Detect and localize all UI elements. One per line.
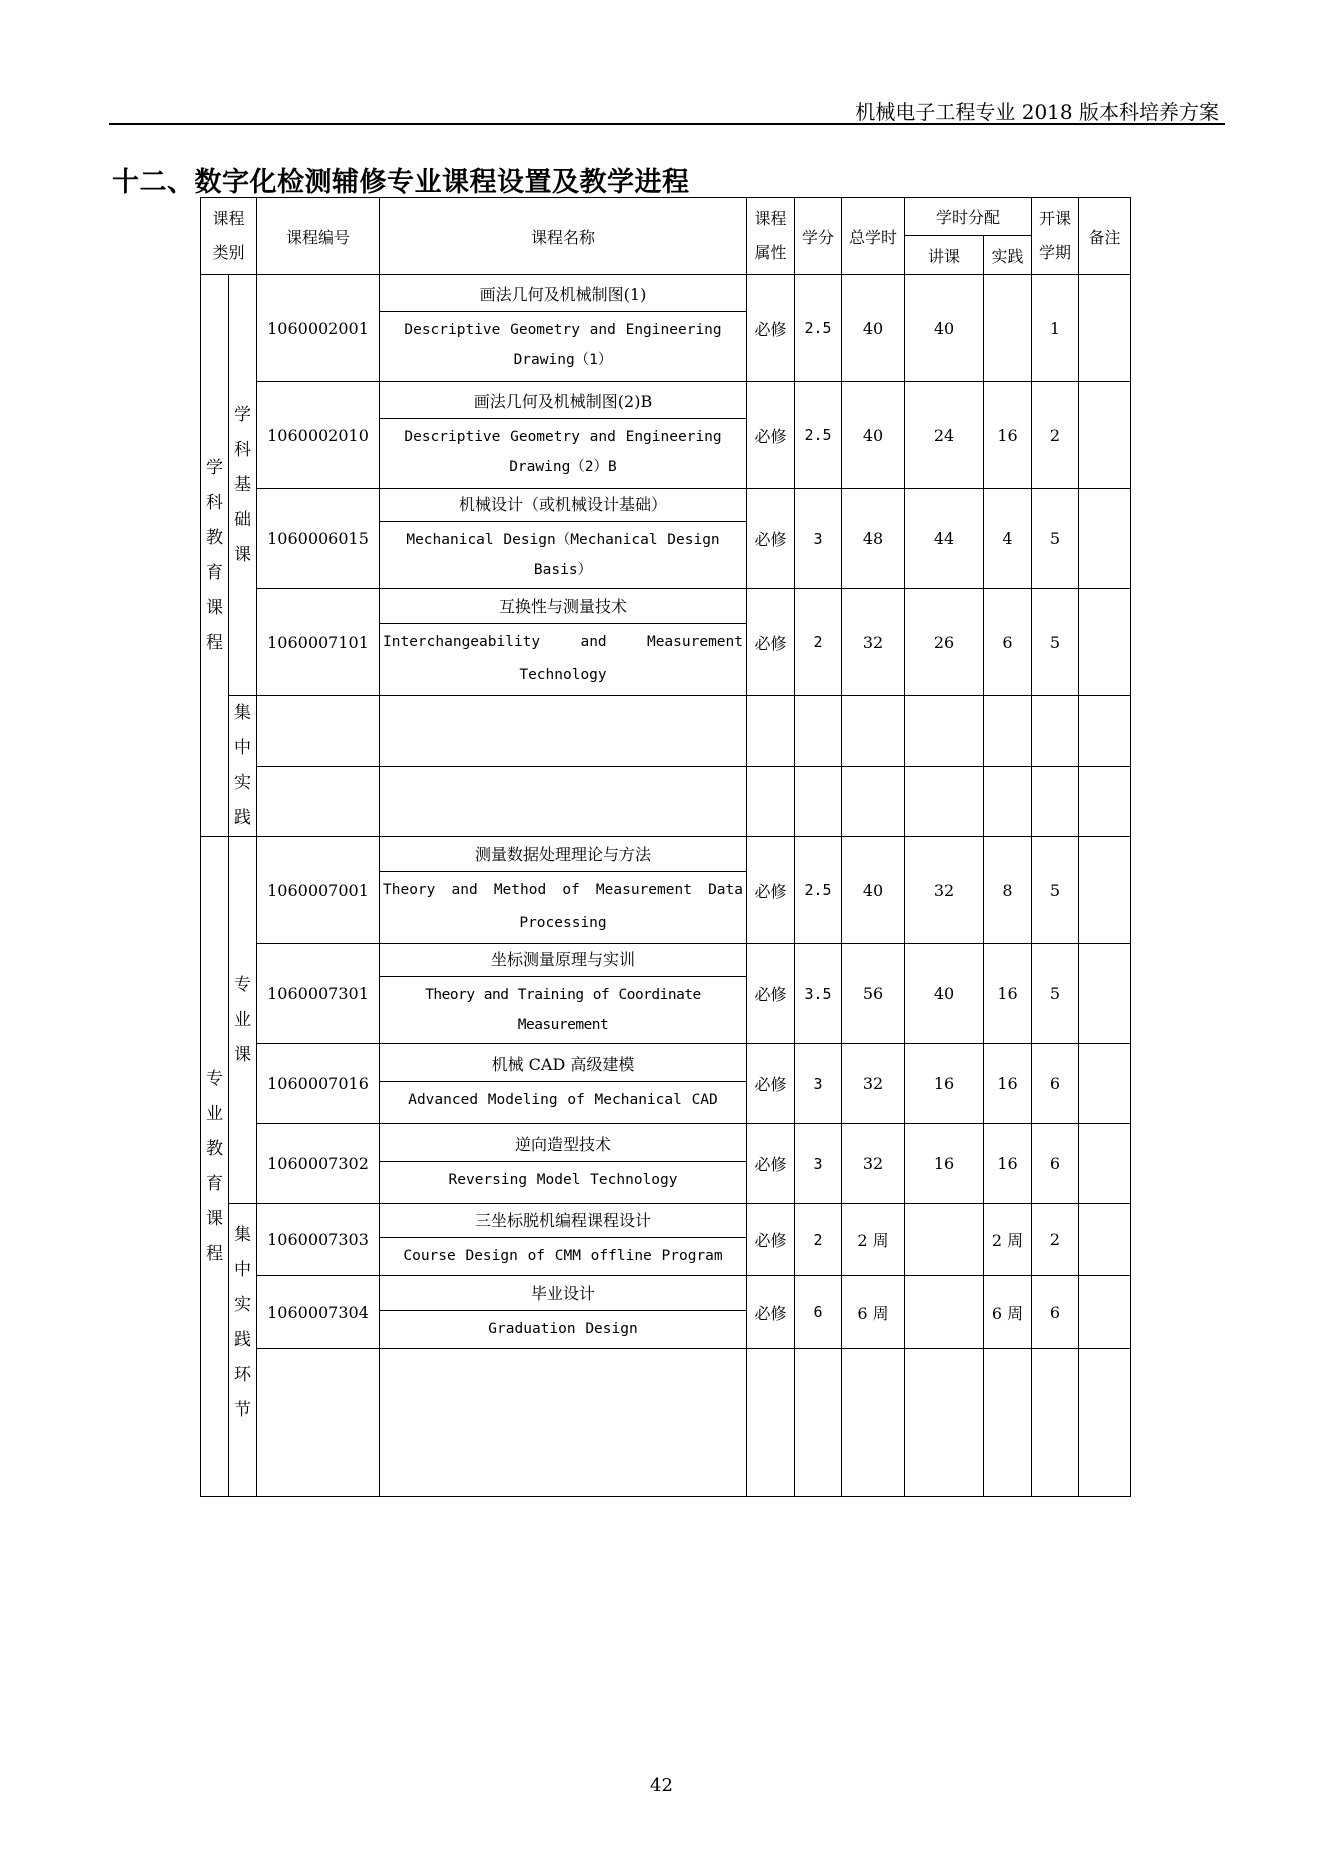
course-semester: 2 [1032,382,1079,489]
course-lecture [905,1204,984,1276]
course-code: 1060007302 [257,1124,380,1204]
header-code: 课程编号 [257,198,380,275]
course-total: 32 [842,1124,905,1204]
course-code: 1060002001 [257,275,380,382]
course-lecture: 16 [905,1044,984,1124]
course-semester: 6 [1032,1044,1079,1124]
header-practice: 实践 [984,236,1032,275]
course-practice: 16 [984,944,1032,1044]
course-total: 2 周 [842,1204,905,1276]
table-row [201,837,1131,944]
course-code: 1060007101 [257,589,380,696]
course-attr: 必修 [747,837,795,944]
course-remarks [1079,1276,1131,1349]
course-total: 32 [842,1044,905,1124]
page-number: 42 [650,1775,673,1796]
course-name [380,1276,747,1349]
course-name-en-cont: Processing [519,915,607,931]
course-name-en: Course Design of CMM offline Program [403,1248,723,1264]
course-name-en: Interchangeability and Measurement [383,634,743,650]
course-lecture: 40 [905,944,984,1044]
course-name-cn: 毕业设计 [380,1278,746,1311]
course-name-en: Reversing Model Technology [448,1172,678,1188]
course-name-en: Theory and Training of Coordinate Measurement [425,987,701,1033]
course-practice: 6 周 [984,1276,1032,1349]
running-header: 机械电子工程专业 2018 版本科培养方案 [855,100,1219,124]
header-semester: 开课 学期 [1032,198,1079,275]
course-practice: 4 [984,489,1032,589]
course-name-en: Advanced Modeling of Mechanical CAD [408,1092,718,1108]
course-attr: 必修 [747,382,795,489]
course-attr: 必修 [747,275,795,382]
course-remarks [1079,489,1131,589]
course-total: 6 周 [842,1276,905,1349]
table-row [201,489,1131,589]
course-semester: 6 [1032,1276,1079,1349]
table-row [201,589,1131,696]
table-header-row [201,198,1131,236]
table-row [201,382,1131,489]
course-total: 32 [842,589,905,696]
course-name-en: Graduation Design [488,1320,638,1337]
course-lecture: 26 [905,589,984,696]
course-semester: 5 [1032,837,1079,944]
course-name-en-cont: Technology [519,667,607,683]
course-remarks [1079,1044,1131,1124]
course-plan-table [200,197,1131,1497]
header-remarks: 备注 [1079,198,1131,275]
header-category: 课程 类别 [201,198,257,275]
course-remarks [1079,1124,1131,1204]
course-semester: 6 [1032,1124,1079,1204]
section-title: 十二、数字化检测辅修专业课程设置及教学进程 [112,167,690,198]
course-practice [984,275,1032,382]
course-name-cn: 三坐标脱机编程课程设计 [380,1205,746,1238]
course-remarks [1079,382,1131,489]
course-attr: 必修 [747,589,795,696]
course-semester: 1 [1032,275,1079,382]
course-credits: 3 [795,1124,842,1204]
table-row [201,1349,1131,1497]
course-credits: 2.5 [795,275,842,382]
course-lecture: 44 [905,489,984,589]
course-attr: 必修 [747,1044,795,1124]
course-remarks [1079,1204,1131,1276]
course-lecture: 40 [905,275,984,382]
course-remarks [1079,275,1131,382]
course-practice: 8 [984,837,1032,944]
group-concentrated-practice-links: 集 中 实 践 环 节 [229,1204,257,1497]
course-name [380,944,747,1044]
course-credits: 2.5 [795,382,842,489]
course-name-cn: 互换性与测量技术 [380,591,746,624]
course-attr: 必修 [747,944,795,1044]
course-lecture: 32 [905,837,984,944]
course-semester: 2 [1032,1204,1079,1276]
group-professional-education: 专 业 教 育 课 程 [201,837,229,1497]
course-name [380,589,747,696]
course-name-cn: 测量数据处理理论与方法 [380,839,746,872]
table-row [201,1276,1131,1349]
course-code: 1060006015 [257,489,380,589]
course-credits: 2.5 [795,837,842,944]
header-lecture: 讲课 [905,236,984,275]
group-professional-courses: 专 业 课 [229,837,257,1204]
group-concentrated-practice: 集 中 实 践 [229,696,257,837]
course-code: 1060002010 [257,382,380,489]
table-row [201,1044,1131,1124]
course-code: 1060007301 [257,944,380,1044]
course-semester: 5 [1032,944,1079,1044]
course-name [380,1124,747,1204]
course-practice: 16 [984,382,1032,489]
course-practice: 6 [984,589,1032,696]
table-row [201,275,1131,382]
course-name-cn: 逆向造型技术 [380,1129,746,1162]
course-practice: 16 [984,1044,1032,1124]
course-name-cn: 坐标测量原理与实训 [380,944,746,977]
course-total: 56 [842,944,905,1044]
course-name-cn: 画法几何及机械制图(2)B [380,386,746,419]
course-name-en: Descriptive Geometry and Engineering Drawing（2）B [404,428,722,475]
course-semester: 5 [1032,489,1079,589]
table-row [201,766,1131,837]
group-discipline-foundation: 学 科 基 础 课 [229,275,257,696]
table-row [201,1204,1131,1276]
header-name: 课程名称 [380,198,747,275]
course-credits: 2 [795,1204,842,1276]
course-code: 1060007303 [257,1204,380,1276]
course-remarks [1079,944,1131,1044]
course-attr: 必修 [747,1204,795,1276]
header-hours-distribution: 学时分配 [905,198,1032,236]
table-row [201,944,1131,1044]
course-name-en: Descriptive Geometry and Engineering Drawing（1） [404,321,722,368]
course-name [380,489,747,589]
course-practice: 16 [984,1124,1032,1204]
course-name [380,382,747,489]
course-name-cn: 机械设计（或机械设计基础） [380,489,746,522]
course-code: 1060007001 [257,837,380,944]
group-discipline-education: 学 科 教 育 课 程 [201,275,229,837]
course-code: 1060007304 [257,1276,380,1349]
course-attr: 必修 [747,489,795,589]
course-total: 40 [842,275,905,382]
course-total: 40 [842,837,905,944]
course-credits: 2 [795,589,842,696]
course-total: 40 [842,382,905,489]
course-name-cn: 机械 CAD 高级建模 [380,1049,746,1082]
course-credits: 6 [795,1276,842,1349]
course-practice: 2 周 [984,1204,1032,1276]
header-rule [109,123,1225,125]
course-remarks [1079,589,1131,696]
course-lecture [905,1276,984,1349]
header-total-hours: 总学时 [842,198,905,275]
header-attribute: 课程 属性 [747,198,795,275]
course-name-en: Theory and Method of Measurement Data [383,882,743,898]
course-remarks [1079,837,1131,944]
course-attr: 必修 [747,1124,795,1204]
course-code: 1060007016 [257,1044,380,1124]
course-credits: 3.5 [795,944,842,1044]
table-row [201,696,1131,767]
course-name [380,837,747,944]
course-lecture: 16 [905,1124,984,1204]
course-name [380,275,747,382]
course-lecture: 24 [905,382,984,489]
course-name-en: Mechanical Design（Mechanical Design Basis） [406,532,720,578]
course-name [380,1044,747,1124]
course-semester: 5 [1032,589,1079,696]
course-total: 48 [842,489,905,589]
header-credits: 学分 [795,198,842,275]
course-name [380,1204,747,1276]
course-attr: 必修 [747,1276,795,1349]
course-credits: 3 [795,1044,842,1124]
course-credits: 3 [795,489,842,589]
table-row [201,1124,1131,1204]
course-name-cn: 画法几何及机械制图(1) [380,279,746,312]
